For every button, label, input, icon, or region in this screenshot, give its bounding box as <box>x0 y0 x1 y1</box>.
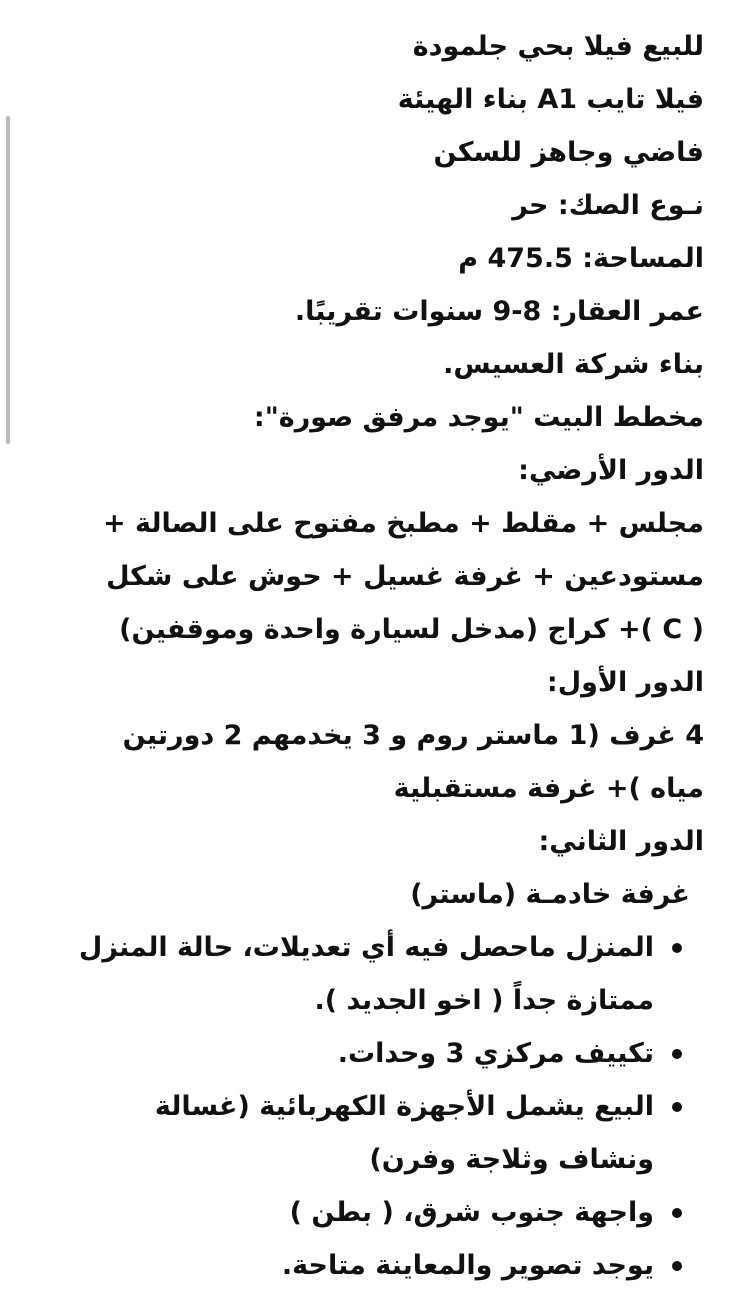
property-age-line: عمر العقار: 8-9 سنوات تقريبًا. <box>294 296 704 327</box>
scrollbar[interactable] <box>6 116 10 444</box>
list-item <box>54 1239 704 1292</box>
first-floor-line-2: مياه )+ غرفة مستقبلية <box>393 773 704 804</box>
builder-line: بناء شركة العسيس. <box>443 349 704 380</box>
feature-text: تكييف مركزي 3 وحدات. <box>337 1038 654 1069</box>
list-item <box>54 921 704 1027</box>
feature-text: البيع يشمل الأجهزة الكهربائية (غسالة ونشاف وثلاجة وفرن) <box>154 1091 654 1175</box>
feature-text: المنزل ماحصل فيه أي تعديلات، حالة المنزل ممتازة جداً ( اخو الجديد ). <box>78 932 654 1016</box>
area-line: المساحة: 475.5 م <box>458 243 704 274</box>
listing-title: للبيع فيلا بحي جلمودة <box>412 31 704 62</box>
house-plan-line: مخطط البيت "يوجد مرفق صورة": <box>253 402 704 433</box>
ground-floor-line-3: ( C )+ كراج (مدخل لسيارة واحدة وموقفين) <box>119 614 704 645</box>
second-floor-heading: الدور الثاني: <box>538 826 704 857</box>
listing-text <box>54 20 704 1292</box>
ground-floor-heading: الدور الأرضي: <box>518 455 704 486</box>
ground-floor-line-2: مستودعين + غرفة غسيل + حوش على شكل <box>106 561 704 592</box>
feature-text: واجهة جنوب شرق، ( بطن ) <box>289 1197 654 1228</box>
bullet-icon <box>672 1261 682 1271</box>
bullet-icon <box>672 1049 682 1059</box>
villa-type-line: فيلا تايب A1 بناء الهيئة <box>397 84 704 115</box>
list-item <box>54 1027 704 1080</box>
first-floor-line-1: 4 غرف (1 ماستر روم و 3 يخدمهم 2 دورتين <box>122 720 704 751</box>
vacant-ready-line: فاضي وجاهز للسكن <box>433 137 704 168</box>
bullet-icon <box>672 1208 682 1218</box>
deed-type-line: نـوع الصك: حر <box>512 190 704 221</box>
list-item <box>54 1080 704 1186</box>
bullet-icon <box>672 1102 682 1112</box>
features-list <box>54 921 704 1292</box>
ground-floor-line-1: مجلس + مقلط + مطبخ مفتوح على الصالة + <box>102 508 704 539</box>
maid-room-line: غرفة خادمـة (ماستر) <box>410 879 690 910</box>
list-item <box>54 1186 704 1239</box>
feature-text: يوجد تصوير والمعاينة متاحة. <box>281 1250 654 1281</box>
first-floor-heading: الدور الأول: <box>546 667 704 698</box>
bullet-icon <box>672 943 682 953</box>
